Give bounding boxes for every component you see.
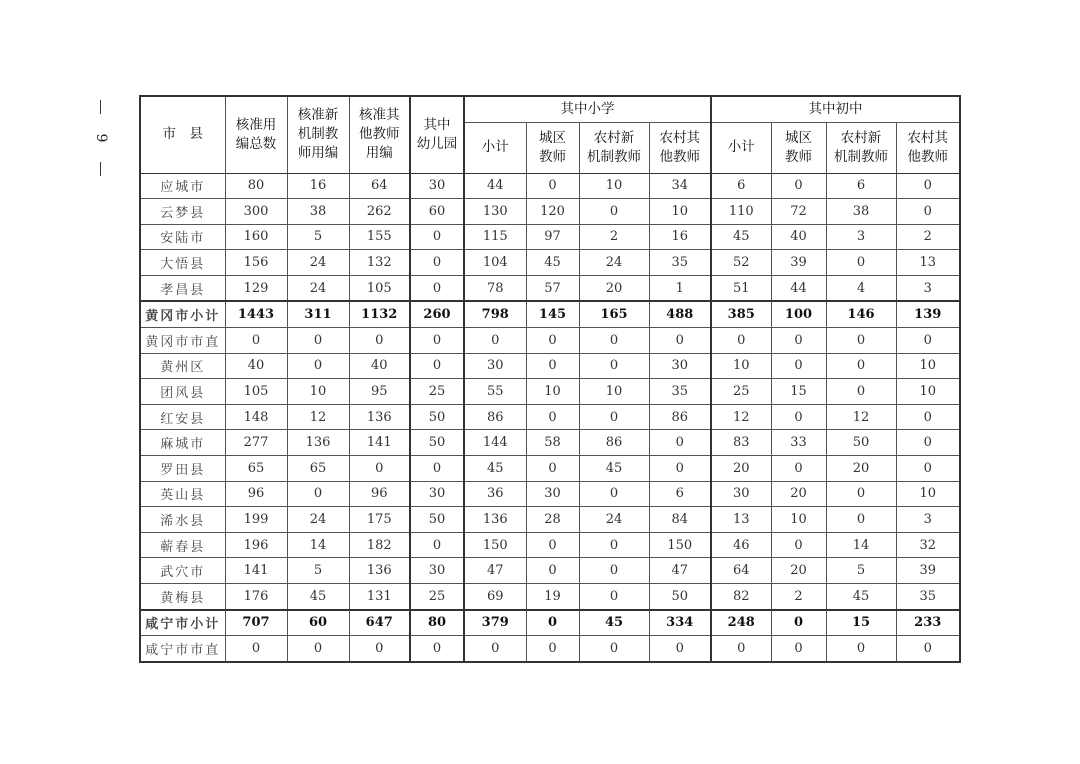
row-cell: 50 [410, 507, 464, 533]
row-cell: 46 [711, 532, 771, 558]
row-cell: 0 [771, 328, 826, 354]
row-cell: 136 [349, 558, 410, 584]
row-cell: 144 [464, 430, 526, 456]
row-cell: 141 [349, 430, 410, 456]
row-cell: 10 [579, 379, 649, 405]
table-row [140, 224, 960, 250]
row-cell: 44 [464, 173, 526, 199]
row-cell: 34 [649, 173, 711, 199]
row-cell: 176 [225, 584, 287, 610]
table-row [140, 199, 960, 225]
row-cell: 3 [896, 507, 960, 533]
row-cell: 0 [349, 636, 410, 662]
row-cell: 86 [649, 404, 711, 430]
row-cell: 136 [464, 507, 526, 533]
row-cell: 64 [349, 173, 410, 199]
row-cell: 379 [464, 610, 526, 636]
row-cell: 15 [771, 379, 826, 405]
table-row [140, 275, 960, 301]
row-cell: 0 [896, 430, 960, 456]
row-cell: 30 [410, 173, 464, 199]
row-cell: 65 [287, 456, 349, 482]
row-cell: 0 [349, 328, 410, 354]
row-cell: 96 [225, 481, 287, 507]
row-cell: 25 [410, 379, 464, 405]
row-region-name: 黄梅县 [140, 584, 225, 610]
table-row [140, 456, 960, 482]
row-cell: 104 [464, 250, 526, 276]
row-cell: 39 [896, 558, 960, 584]
row-region-name: 黄州区 [140, 353, 225, 379]
header-primary-group: 其中小学 [464, 96, 711, 122]
table-body [140, 173, 960, 662]
row-cell: 145 [526, 301, 579, 327]
row-cell: 45 [826, 584, 896, 610]
row-cell: 1132 [349, 301, 410, 327]
header-middle-rural-new: 农村新 机制教师 [826, 122, 896, 173]
row-cell: 0 [579, 584, 649, 610]
header-primary-rural-other: 农村其 他教师 [649, 122, 711, 173]
row-cell: 0 [225, 328, 287, 354]
row-cell: 57 [526, 275, 579, 301]
row-cell: 55 [464, 379, 526, 405]
row-cell: 19 [526, 584, 579, 610]
row-cell: 647 [349, 610, 410, 636]
row-cell: 150 [464, 532, 526, 558]
page-number [88, 100, 114, 180]
row-cell: 5 [287, 224, 349, 250]
row-cell: 52 [711, 250, 771, 276]
row-cell: 65 [225, 456, 287, 482]
table-row [140, 430, 960, 456]
row-cell: 6 [826, 173, 896, 199]
row-cell: 16 [287, 173, 349, 199]
row-cell: 12 [711, 404, 771, 430]
row-cell: 0 [711, 636, 771, 662]
row-region-name: 应城市 [140, 173, 225, 199]
row-cell: 12 [826, 404, 896, 430]
row-cell: 0 [579, 636, 649, 662]
row-cell: 0 [526, 610, 579, 636]
row-region-name: 安陆市 [140, 224, 225, 250]
row-cell: 798 [464, 301, 526, 327]
table-header [140, 96, 960, 173]
row-cell: 105 [225, 379, 287, 405]
row-cell: 156 [225, 250, 287, 276]
row-cell: 0 [526, 353, 579, 379]
row-cell: 82 [711, 584, 771, 610]
row-region-name: 孝昌县 [140, 275, 225, 301]
row-cell: 45 [526, 250, 579, 276]
row-region-name: 武穴市 [140, 558, 225, 584]
row-cell: 0 [826, 507, 896, 533]
row-cell: 385 [711, 301, 771, 327]
row-cell: 0 [649, 636, 711, 662]
row-cell: 45 [287, 584, 349, 610]
row-cell: 24 [287, 250, 349, 276]
row-cell: 38 [287, 199, 349, 225]
row-cell: 0 [649, 456, 711, 482]
row-cell: 95 [349, 379, 410, 405]
row-cell: 30 [410, 481, 464, 507]
row-cell: 0 [771, 353, 826, 379]
row-cell: 84 [649, 507, 711, 533]
row-cell: 10 [711, 353, 771, 379]
row-cell: 0 [410, 532, 464, 558]
row-cell: 130 [464, 199, 526, 225]
row-cell: 0 [826, 328, 896, 354]
row-cell: 0 [287, 328, 349, 354]
row-cell: 80 [225, 173, 287, 199]
row-cell: 131 [349, 584, 410, 610]
row-cell: 60 [410, 199, 464, 225]
row-cell: 30 [711, 481, 771, 507]
row-cell: 45 [464, 456, 526, 482]
row-cell: 3 [826, 224, 896, 250]
row-cell: 0 [410, 456, 464, 482]
row-region-name: 红安县 [140, 404, 225, 430]
row-cell: 10 [287, 379, 349, 405]
header-middle-group: 其中初中 [711, 96, 960, 122]
header-approved-other: 核准其 他教师 用编 [349, 96, 410, 173]
row-cell: 35 [896, 584, 960, 610]
row-cell: 12 [287, 404, 349, 430]
row-cell: 0 [287, 636, 349, 662]
subtotal-row [140, 610, 960, 636]
row-cell: 199 [225, 507, 287, 533]
row-cell: 5 [826, 558, 896, 584]
row-cell: 45 [579, 456, 649, 482]
table-row [140, 507, 960, 533]
row-cell: 260 [410, 301, 464, 327]
row-cell: 30 [464, 353, 526, 379]
row-cell: 35 [649, 250, 711, 276]
row-cell: 0 [771, 636, 826, 662]
header-middle-urban: 城区 教师 [771, 122, 826, 173]
row-region-name: 麻城市 [140, 430, 225, 456]
row-cell: 96 [349, 481, 410, 507]
row-cell: 0 [410, 636, 464, 662]
row-cell: 0 [410, 353, 464, 379]
row-cell: 10 [896, 353, 960, 379]
row-cell: 0 [410, 328, 464, 354]
row-cell: 0 [579, 199, 649, 225]
row-cell: 141 [225, 558, 287, 584]
row-cell: 0 [896, 456, 960, 482]
row-cell: 0 [225, 636, 287, 662]
row-cell: 0 [526, 404, 579, 430]
row-cell: 24 [579, 250, 649, 276]
subtotal-row [140, 301, 960, 327]
header-approved-new-mechanism: 核准新 机制教 师用编 [287, 96, 349, 173]
row-cell: 0 [771, 404, 826, 430]
row-cell: 155 [349, 224, 410, 250]
row-cell: 0 [526, 532, 579, 558]
header-middle-rural-other: 农村其 他教师 [896, 122, 960, 173]
table-row [140, 353, 960, 379]
row-cell: 488 [649, 301, 711, 327]
row-cell: 0 [579, 481, 649, 507]
row-region-name: 蕲春县 [140, 532, 225, 558]
row-cell: 14 [826, 532, 896, 558]
row-cell: 24 [287, 507, 349, 533]
table-row [140, 584, 960, 610]
row-cell: 100 [771, 301, 826, 327]
row-cell: 30 [649, 353, 711, 379]
row-cell: 50 [410, 404, 464, 430]
row-cell: 40 [349, 353, 410, 379]
row-cell: 105 [349, 275, 410, 301]
row-cell: 10 [896, 379, 960, 405]
row-cell: 58 [526, 430, 579, 456]
row-cell: 0 [579, 558, 649, 584]
row-cell: 0 [526, 636, 579, 662]
row-cell: 136 [287, 430, 349, 456]
row-cell: 248 [711, 610, 771, 636]
row-cell: 32 [896, 532, 960, 558]
row-cell: 115 [464, 224, 526, 250]
row-cell: 13 [896, 250, 960, 276]
row-cell: 0 [826, 379, 896, 405]
table-row [140, 250, 960, 276]
header-middle-subtotal: 小计 [711, 122, 771, 173]
row-cell: 132 [349, 250, 410, 276]
row-cell: 50 [649, 584, 711, 610]
row-cell: 136 [349, 404, 410, 430]
table-row [140, 328, 960, 354]
row-cell: 80 [410, 610, 464, 636]
row-cell: 86 [579, 430, 649, 456]
header-primary-subtotal: 小计 [464, 122, 526, 173]
row-cell: 0 [349, 456, 410, 482]
row-cell: 148 [225, 404, 287, 430]
header-city-county: 市 县 [140, 96, 225, 173]
row-cell: 0 [579, 353, 649, 379]
row-cell: 10 [579, 173, 649, 199]
row-cell: 0 [771, 173, 826, 199]
row-cell: 33 [771, 430, 826, 456]
row-cell: 60 [287, 610, 349, 636]
row-cell: 0 [896, 173, 960, 199]
row-cell: 3 [896, 275, 960, 301]
row-region-name: 罗田县 [140, 456, 225, 482]
row-cell: 25 [711, 379, 771, 405]
row-region-name: 团风县 [140, 379, 225, 405]
row-cell: 14 [287, 532, 349, 558]
row-cell: 277 [225, 430, 287, 456]
row-cell: 0 [579, 404, 649, 430]
table-row [140, 173, 960, 199]
row-cell: 196 [225, 532, 287, 558]
row-cell: 0 [896, 199, 960, 225]
row-cell: 69 [464, 584, 526, 610]
row-region-name: 大悟县 [140, 250, 225, 276]
row-cell: 20 [711, 456, 771, 482]
row-cell: 182 [349, 532, 410, 558]
row-cell: 0 [771, 532, 826, 558]
row-cell: 16 [649, 224, 711, 250]
row-cell: 51 [711, 275, 771, 301]
table-row [140, 532, 960, 558]
row-cell: 0 [287, 481, 349, 507]
row-cell: 78 [464, 275, 526, 301]
page-number-dash-bottom [100, 162, 101, 176]
row-cell: 0 [896, 404, 960, 430]
row-cell: 20 [771, 481, 826, 507]
row-cell: 36 [464, 481, 526, 507]
row-cell: 0 [579, 328, 649, 354]
row-cell: 5 [287, 558, 349, 584]
row-cell: 0 [896, 636, 960, 662]
row-cell: 262 [349, 199, 410, 225]
row-cell: 30 [410, 558, 464, 584]
row-cell: 86 [464, 404, 526, 430]
row-cell: 25 [410, 584, 464, 610]
row-cell: 0 [287, 353, 349, 379]
row-cell: 40 [771, 224, 826, 250]
page-number-dash-top [100, 100, 101, 114]
header-primary-rural-new: 农村新 机制教师 [579, 122, 649, 173]
row-region-name: 浠水县 [140, 507, 225, 533]
row-cell: 0 [410, 224, 464, 250]
row-cell: 0 [896, 328, 960, 354]
row-cell: 30 [526, 481, 579, 507]
row-cell: 300 [225, 199, 287, 225]
row-cell: 20 [826, 456, 896, 482]
row-region-name: 咸宁市市直 [140, 636, 225, 662]
row-cell: 6 [711, 173, 771, 199]
table-row [140, 481, 960, 507]
row-cell: 38 [826, 199, 896, 225]
row-cell: 47 [649, 558, 711, 584]
row-cell: 0 [410, 275, 464, 301]
row-region-name: 云梦县 [140, 199, 225, 225]
row-region-name: 黄冈市市直 [140, 328, 225, 354]
row-cell: 44 [771, 275, 826, 301]
row-cell: 0 [826, 353, 896, 379]
row-cell: 120 [526, 199, 579, 225]
row-cell: 0 [826, 481, 896, 507]
row-cell: 47 [464, 558, 526, 584]
row-cell: 0 [526, 328, 579, 354]
row-cell: 2 [579, 224, 649, 250]
row-cell: 45 [579, 610, 649, 636]
row-cell: 1443 [225, 301, 287, 327]
row-cell: 0 [771, 456, 826, 482]
row-cell: 28 [526, 507, 579, 533]
row-region-name: 英山县 [140, 481, 225, 507]
row-cell: 50 [410, 430, 464, 456]
row-cell: 160 [225, 224, 287, 250]
table-row [140, 379, 960, 405]
row-cell: 4 [826, 275, 896, 301]
row-cell: 129 [225, 275, 287, 301]
row-cell: 0 [410, 250, 464, 276]
row-cell: 35 [649, 379, 711, 405]
header-primary-urban: 城区 教师 [526, 122, 579, 173]
row-cell: 707 [225, 610, 287, 636]
staffing-table [139, 95, 961, 663]
row-cell: 175 [349, 507, 410, 533]
row-cell: 146 [826, 301, 896, 327]
row-cell: 0 [649, 328, 711, 354]
row-cell: 0 [826, 250, 896, 276]
row-cell: 40 [225, 353, 287, 379]
row-cell: 13 [711, 507, 771, 533]
row-cell: 10 [526, 379, 579, 405]
row-cell: 0 [526, 173, 579, 199]
row-cell: 83 [711, 430, 771, 456]
row-cell: 20 [579, 275, 649, 301]
row-region-name: 黄冈市小计 [140, 301, 225, 327]
row-cell: 45 [711, 224, 771, 250]
row-cell: 0 [464, 328, 526, 354]
table-row [140, 636, 960, 662]
row-cell: 150 [649, 532, 711, 558]
row-cell: 0 [526, 558, 579, 584]
row-cell: 10 [771, 507, 826, 533]
row-cell: 2 [771, 584, 826, 610]
row-cell: 97 [526, 224, 579, 250]
page-number-value: 9 [93, 133, 109, 143]
row-cell: 0 [711, 328, 771, 354]
row-cell: 64 [711, 558, 771, 584]
row-cell: 334 [649, 610, 711, 636]
table-row [140, 558, 960, 584]
row-cell: 2 [896, 224, 960, 250]
row-cell: 0 [464, 636, 526, 662]
row-cell: 15 [826, 610, 896, 636]
row-cell: 0 [579, 532, 649, 558]
header-kindergarten: 其中 幼儿园 [410, 96, 464, 173]
row-cell: 39 [771, 250, 826, 276]
row-cell: 165 [579, 301, 649, 327]
row-cell: 110 [711, 199, 771, 225]
row-cell: 24 [579, 507, 649, 533]
row-cell: 10 [896, 481, 960, 507]
row-cell: 10 [649, 199, 711, 225]
row-cell: 20 [771, 558, 826, 584]
row-cell: 72 [771, 199, 826, 225]
row-cell: 0 [649, 430, 711, 456]
row-cell: 1 [649, 275, 711, 301]
row-cell: 233 [896, 610, 960, 636]
row-cell: 0 [771, 610, 826, 636]
row-cell: 50 [826, 430, 896, 456]
row-cell: 0 [826, 636, 896, 662]
row-cell: 24 [287, 275, 349, 301]
row-cell: 0 [526, 456, 579, 482]
table-row [140, 404, 960, 430]
header-approved-total: 核准用 编总数 [225, 96, 287, 173]
row-cell: 6 [649, 481, 711, 507]
row-cell: 139 [896, 301, 960, 327]
row-region-name: 咸宁市小计 [140, 610, 225, 636]
row-cell: 311 [287, 301, 349, 327]
